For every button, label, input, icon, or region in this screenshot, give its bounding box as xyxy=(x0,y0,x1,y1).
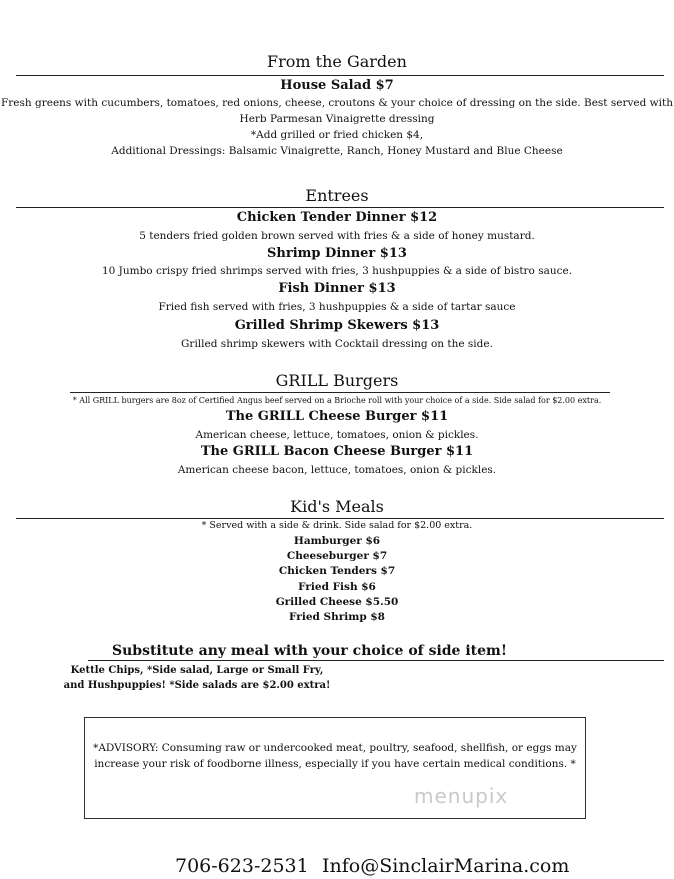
garden-section-title: From the Garden xyxy=(267,52,407,71)
substitute-line-2: and Hushpuppies! *Side salads are $2.00 extra! xyxy=(63,680,331,691)
entree-item-title: Grilled Shrimp Skewers $13 xyxy=(234,318,440,333)
entree-item-desc: 5 tenders fried golden brown served with fries & a side of honey mustard. xyxy=(139,230,535,242)
burger-item-title: The GRILL Cheese Burger $11 xyxy=(225,409,449,424)
kids-item: Cheeseburger $7 xyxy=(286,550,388,562)
grill-section-title: GRILL Burgers xyxy=(275,371,399,390)
kids-item: Grilled Cheese $5.50 xyxy=(275,596,399,608)
house-salad-addon: *Add grilled or fried chicken $4, xyxy=(250,129,424,141)
kids-item: Hamburger $6 xyxy=(293,535,381,547)
phone-number: 706-623-2531 xyxy=(175,855,309,877)
entree-item-desc: Grilled shrimp skewers with Cocktail dressing on the side. xyxy=(181,338,493,350)
entree-item-title: Fish Dinner $13 xyxy=(278,281,396,296)
advisory-line-2: increase your risk of foodborne illness, especially if you have certain medical conditions. * xyxy=(94,758,576,770)
contact-email[interactable]: Info@SinclairMarina.com xyxy=(322,855,570,877)
kids-item: Chicken Tenders $7 xyxy=(278,565,396,577)
burger-item-title: The GRILL Bacon Cheese Burger $11 xyxy=(200,444,474,459)
house-salad-desc-line-2: Herb Parmesan Vinaigrette dressing xyxy=(239,113,435,125)
entrees-section-title: Entrees xyxy=(305,186,369,205)
entree-item-desc: 10 Jumbo crispy fried shrimps served with fries, 3 hushpuppies & a side of bistro sauce. xyxy=(101,265,573,277)
kids-divider xyxy=(16,518,664,519)
house-salad-title: House Salad $7 xyxy=(280,78,394,93)
burger-item-desc: American cheese, lettuce, tomatoes, onion & pickles. xyxy=(195,429,479,441)
grill-divider xyxy=(70,392,610,393)
entree-item-title: Chicken Tender Dinner $12 xyxy=(236,210,438,225)
grill-note: * All GRILL burgers are 8oz of Certified Angus beef served on a Brioche roll with your choice of a side. Side salad for $2.00 extra. xyxy=(72,396,602,405)
kids-item: Fried Shrimp $8 xyxy=(289,611,385,623)
additional-dressings: Additional Dressings: Balsamic Vinaigrette, Ranch, Honey Mustard and Blue Cheese xyxy=(111,145,563,157)
entrees-divider xyxy=(16,207,664,208)
entree-item-title: Shrimp Dinner $13 xyxy=(267,246,407,261)
advisory-line-1: *ADVISORY: Consuming raw or undercooked meat, poultry, seafood, shellfish, or eggs may xyxy=(93,742,577,754)
substitute-title: Substitute any meal with your choice of side item! xyxy=(112,643,507,659)
garden-divider xyxy=(16,75,664,76)
advisory-box xyxy=(84,717,586,819)
entree-item-desc: Fried fish served with fries, 3 hushpuppies & a side of tartar sauce xyxy=(158,301,516,313)
kids-section-title: Kid's Meals xyxy=(290,497,384,516)
kids-note: * Served with a side & drink. Side salad for $2.00 extra. xyxy=(201,520,473,531)
substitute-divider xyxy=(88,660,664,661)
burger-item-desc: American cheese bacon, lettuce, tomatoes, onion & pickles. xyxy=(177,464,497,476)
kids-item: Fried Fish $6 xyxy=(298,581,376,593)
menupix-watermark: menupix xyxy=(414,784,509,808)
house-salad-desc-line-1: Fresh greens with cucumbers, tomatoes, red onions, cheese, croutons & your choice of dressing on the side. Best served with xyxy=(0,97,674,109)
substitute-line-1: Kettle Chips, *Side salad, Large or Small Fry, xyxy=(70,665,324,676)
